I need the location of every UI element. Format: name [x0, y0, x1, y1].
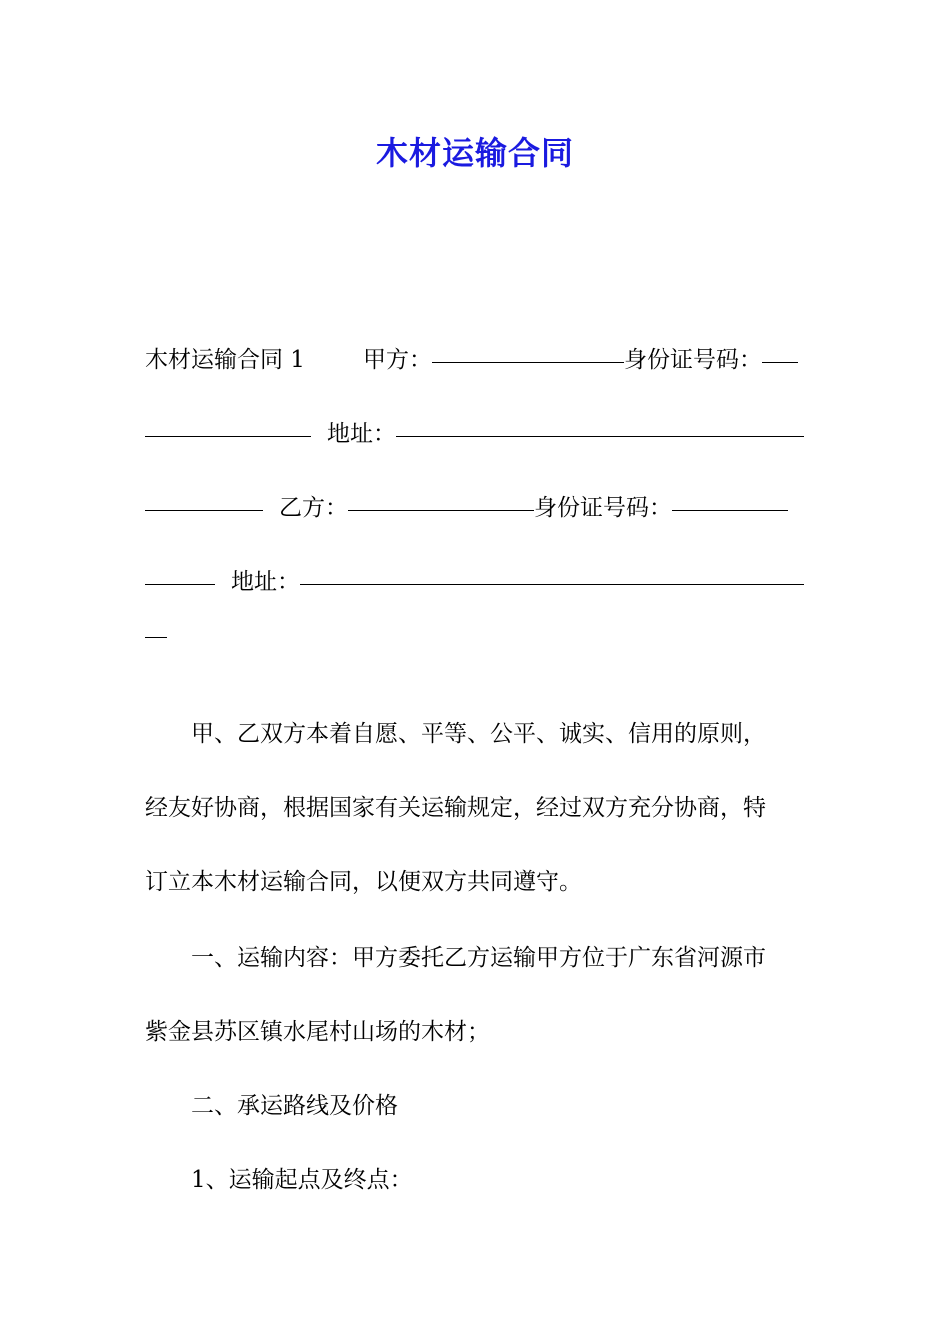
party-b-address-blank: [300, 583, 804, 585]
party-a-address-blank: [396, 435, 804, 437]
contract-heading: 木材运输合同 1: [145, 347, 305, 373]
party-b-blank: [348, 509, 534, 511]
party-a-line: [145, 340, 807, 380]
party-b-id-label: 身份证号码：: [534, 495, 672, 521]
party-a-address-label: 地址：: [327, 421, 396, 447]
party-b-address-line: [145, 562, 807, 602]
party-a-id-label: 身份证号码：: [623, 347, 762, 373]
party-b-address-end-line: [145, 640, 807, 680]
party-b-id-blank-end: [145, 583, 215, 585]
paragraph-line: 订立本木材运输合同，以便双方共同遵守。: [145, 869, 582, 895]
party-a-address-line: [145, 414, 807, 454]
party-b-address-label: 地址：: [231, 569, 300, 595]
party-b-line: [145, 488, 807, 528]
section-heading: 二、承运路线及价格: [191, 1093, 398, 1119]
paragraph-line: 紫金县苏区镇水尾村山场的木材；: [145, 1019, 490, 1045]
paragraph-line: 甲、乙双方本着自愿、平等、公平、诚实、信用的原则，: [191, 721, 766, 747]
paragraph-line: 一、运输内容：甲方委托乙方运输甲方位于广东省河源市: [191, 945, 766, 971]
party-a-label: 甲方：: [362, 347, 432, 373]
list-item: 1、运输起点及终点：: [191, 1167, 413, 1193]
document-title: 木材运输合同: [375, 134, 574, 172]
party-a-blank: [432, 361, 624, 363]
party-a-id-blank-end: [145, 435, 311, 437]
party-b-id-blank-start: [672, 509, 788, 511]
paragraph-line: 经友好协商，根据国家有关运输规定，经过双方充分协商，特: [145, 795, 766, 821]
party-b-address-blank-end: [145, 636, 167, 638]
party-a-address-blank-end: [145, 509, 263, 511]
party-b-label: 乙方：: [279, 495, 348, 521]
party-a-id-blank-start: [762, 361, 798, 363]
